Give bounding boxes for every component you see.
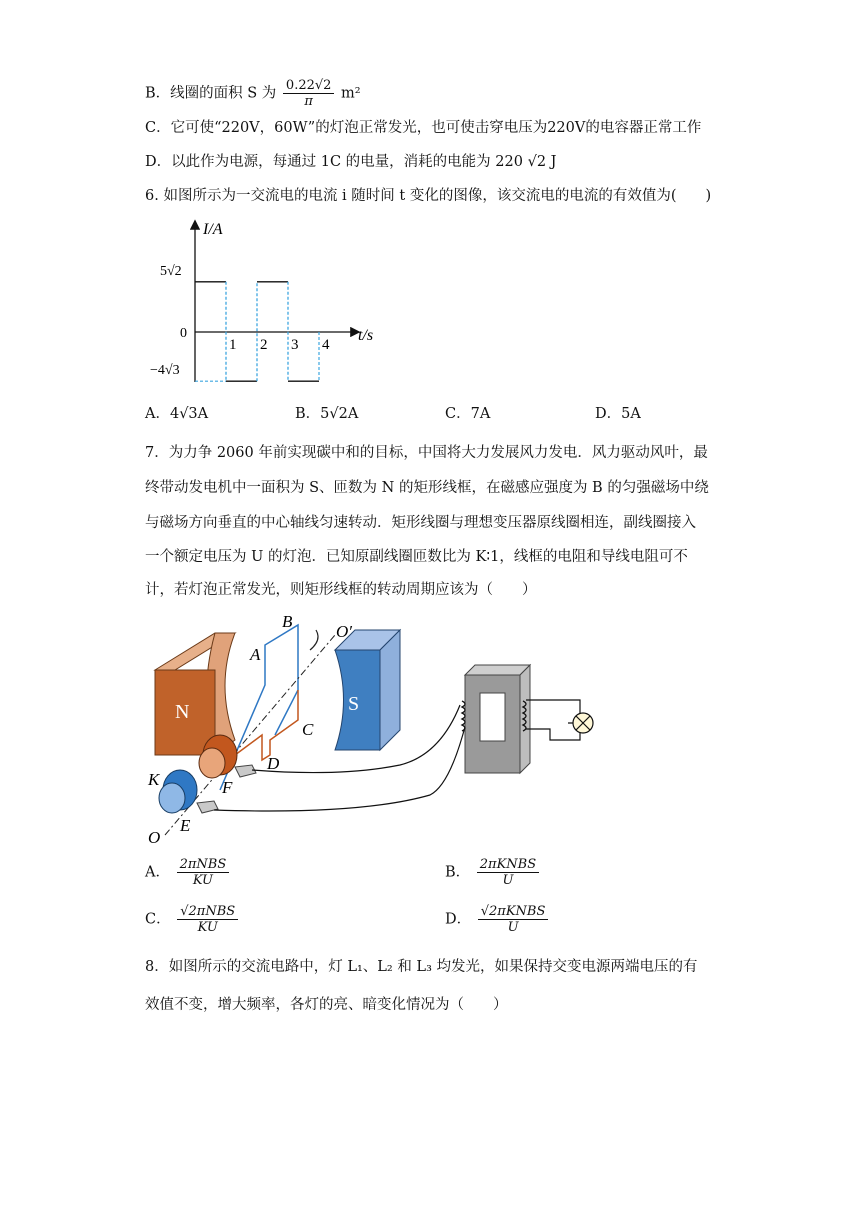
q6-option-d: D．5A — [595, 406, 641, 422]
q5-option-b-numerator: 0.22√2 — [283, 78, 335, 94]
q5-option-b — [145, 78, 361, 109]
q6-stem: 6. 如图所示为一交流电的电流 i 随时间 t 变化的图像，该交流电的电流的有效值为( ) — [145, 188, 712, 204]
q7-option-a-letter: A． — [145, 864, 170, 881]
q7-option-d-denominator: U — [507, 920, 519, 935]
label-c: C — [302, 720, 314, 739]
q8-stem-line-2: 效值不变，增大频率，各灯的亮、暗变化情况为（ ） — [145, 997, 508, 1013]
label-o: O — [148, 828, 161, 845]
x-tick-label: 2 — [260, 337, 268, 353]
transformer-window — [480, 693, 505, 741]
q5-option-b-fraction — [283, 78, 335, 109]
q7-option-b — [445, 857, 541, 888]
q7-stem-line-5: 计，若灯泡正常发光，则矩形线框的转动周期应该为（ ） — [145, 582, 537, 598]
q6-option-a: A．4√3A — [145, 406, 209, 422]
y-tick-top: 5√2 — [160, 264, 182, 279]
q7-option-d-fraction — [478, 904, 549, 935]
q5-option-d-value: 2 J — [536, 154, 557, 170]
label-k: K — [148, 770, 160, 789]
q7-stem-line-2: 终带动发电机中一面积为 S、匝数为 N 的矩形线框，在磁感应强度为 B 的匀强磁场中绕 — [145, 480, 709, 496]
q7-option-c-numerator: √2πNBS — [177, 904, 238, 920]
q7-stem-line-1: 7．为力争 2060 年前实现碳中和的目标，中国将大力发展风力发电．风力驱动风叶，最 — [145, 445, 708, 461]
q5-option-b-unit: m² — [341, 85, 361, 102]
brush-e — [197, 801, 218, 813]
q7-option-a-denominator: KU — [192, 873, 214, 888]
generator-transformer-diagram — [140, 605, 610, 845]
q7-option-b-numerator: 2πKNBS — [477, 857, 539, 873]
q7-option-d — [445, 904, 550, 935]
rotation-arrow — [310, 630, 318, 650]
q7-option-a-fraction — [177, 857, 230, 888]
q7-option-b-letter: B． — [445, 864, 471, 881]
coil-orange-side — [235, 690, 298, 760]
q7-option-c-fraction — [177, 904, 238, 935]
q5-option-b-text: B．线圈的面积 S 为 — [145, 85, 277, 102]
q7-option-c — [145, 904, 240, 935]
brush-f — [235, 765, 256, 777]
transformer-top — [465, 665, 530, 675]
y-tick-zero: 0 — [180, 326, 187, 341]
q6-option-c: C．7A — [445, 406, 491, 422]
q7-option-c-letter: C． — [145, 911, 171, 928]
q7-option-a-numerator: 2πNBS — [177, 857, 230, 873]
q7-stem-line-3: 与磁场方向垂直的中心轴线匀速转动．矩形线圈与理想变压器原线圈相连，副线圈接入 — [145, 515, 696, 531]
y-axis-label: I/A — [203, 221, 223, 238]
sqrt-symbol: √ — [527, 154, 537, 170]
label-a: A — [250, 645, 261, 664]
label-b: B — [282, 612, 293, 631]
north-label: N — [175, 701, 190, 723]
q5-option-c: C．它可使“220V，60W”的灯泡正常发光，也可使击穿电压为220V的电容器正常工作 — [145, 120, 702, 136]
q7-stem-line-4: 一个额定电压为 U 的灯泡．已知原副线圈匝数比为 K∶1，线框的电阻和导线电阻可不 — [145, 549, 688, 565]
q7-option-d-letter: D． — [445, 911, 472, 928]
label-e: E — [180, 816, 191, 835]
q6-current-chart — [150, 212, 400, 387]
q7-option-d-numerator: √2πKNBS — [478, 904, 549, 920]
label-d: D — [267, 754, 280, 773]
q7-option-a — [145, 857, 231, 888]
q7-option-b-denominator: U — [502, 873, 514, 888]
x-tick-label: 4 — [322, 337, 330, 353]
secondary-wire-bottom — [526, 729, 580, 740]
secondary-wire-top — [526, 700, 580, 723]
q6-option-b: B．5√2A — [295, 406, 359, 422]
x-tick-label: 3 — [291, 337, 299, 353]
q5-option-d — [145, 152, 556, 172]
q5-option-d-text: D．以此作为电源，每通过 1C 的电量，消耗的电能为 220 — [145, 154, 523, 170]
south-magnet-side — [380, 630, 400, 750]
label-f: F — [222, 778, 233, 797]
q8-stem-line-1: 8．如图所示的交流电路中，灯 L₁、L₂ 和 L₃ 均发光，如果保持交变电源两端电压的有 — [145, 959, 698, 975]
q5-option-b-denominator: π — [304, 94, 313, 109]
q7-option-b-fraction — [477, 857, 539, 888]
transformer-side — [520, 665, 530, 773]
q7-option-c-denominator: KU — [197, 920, 218, 935]
label-o-prime: O′ — [336, 622, 352, 641]
slip-ring-orange-face — [199, 748, 225, 778]
south-label: S — [348, 693, 360, 715]
y-tick-bottom: −4√3 — [150, 363, 180, 378]
x-axis-label: t/s — [358, 327, 374, 344]
x-tick-label: 1 — [229, 337, 237, 353]
primary-coil — [462, 701, 465, 731]
slip-ring-blue-face — [159, 783, 185, 813]
